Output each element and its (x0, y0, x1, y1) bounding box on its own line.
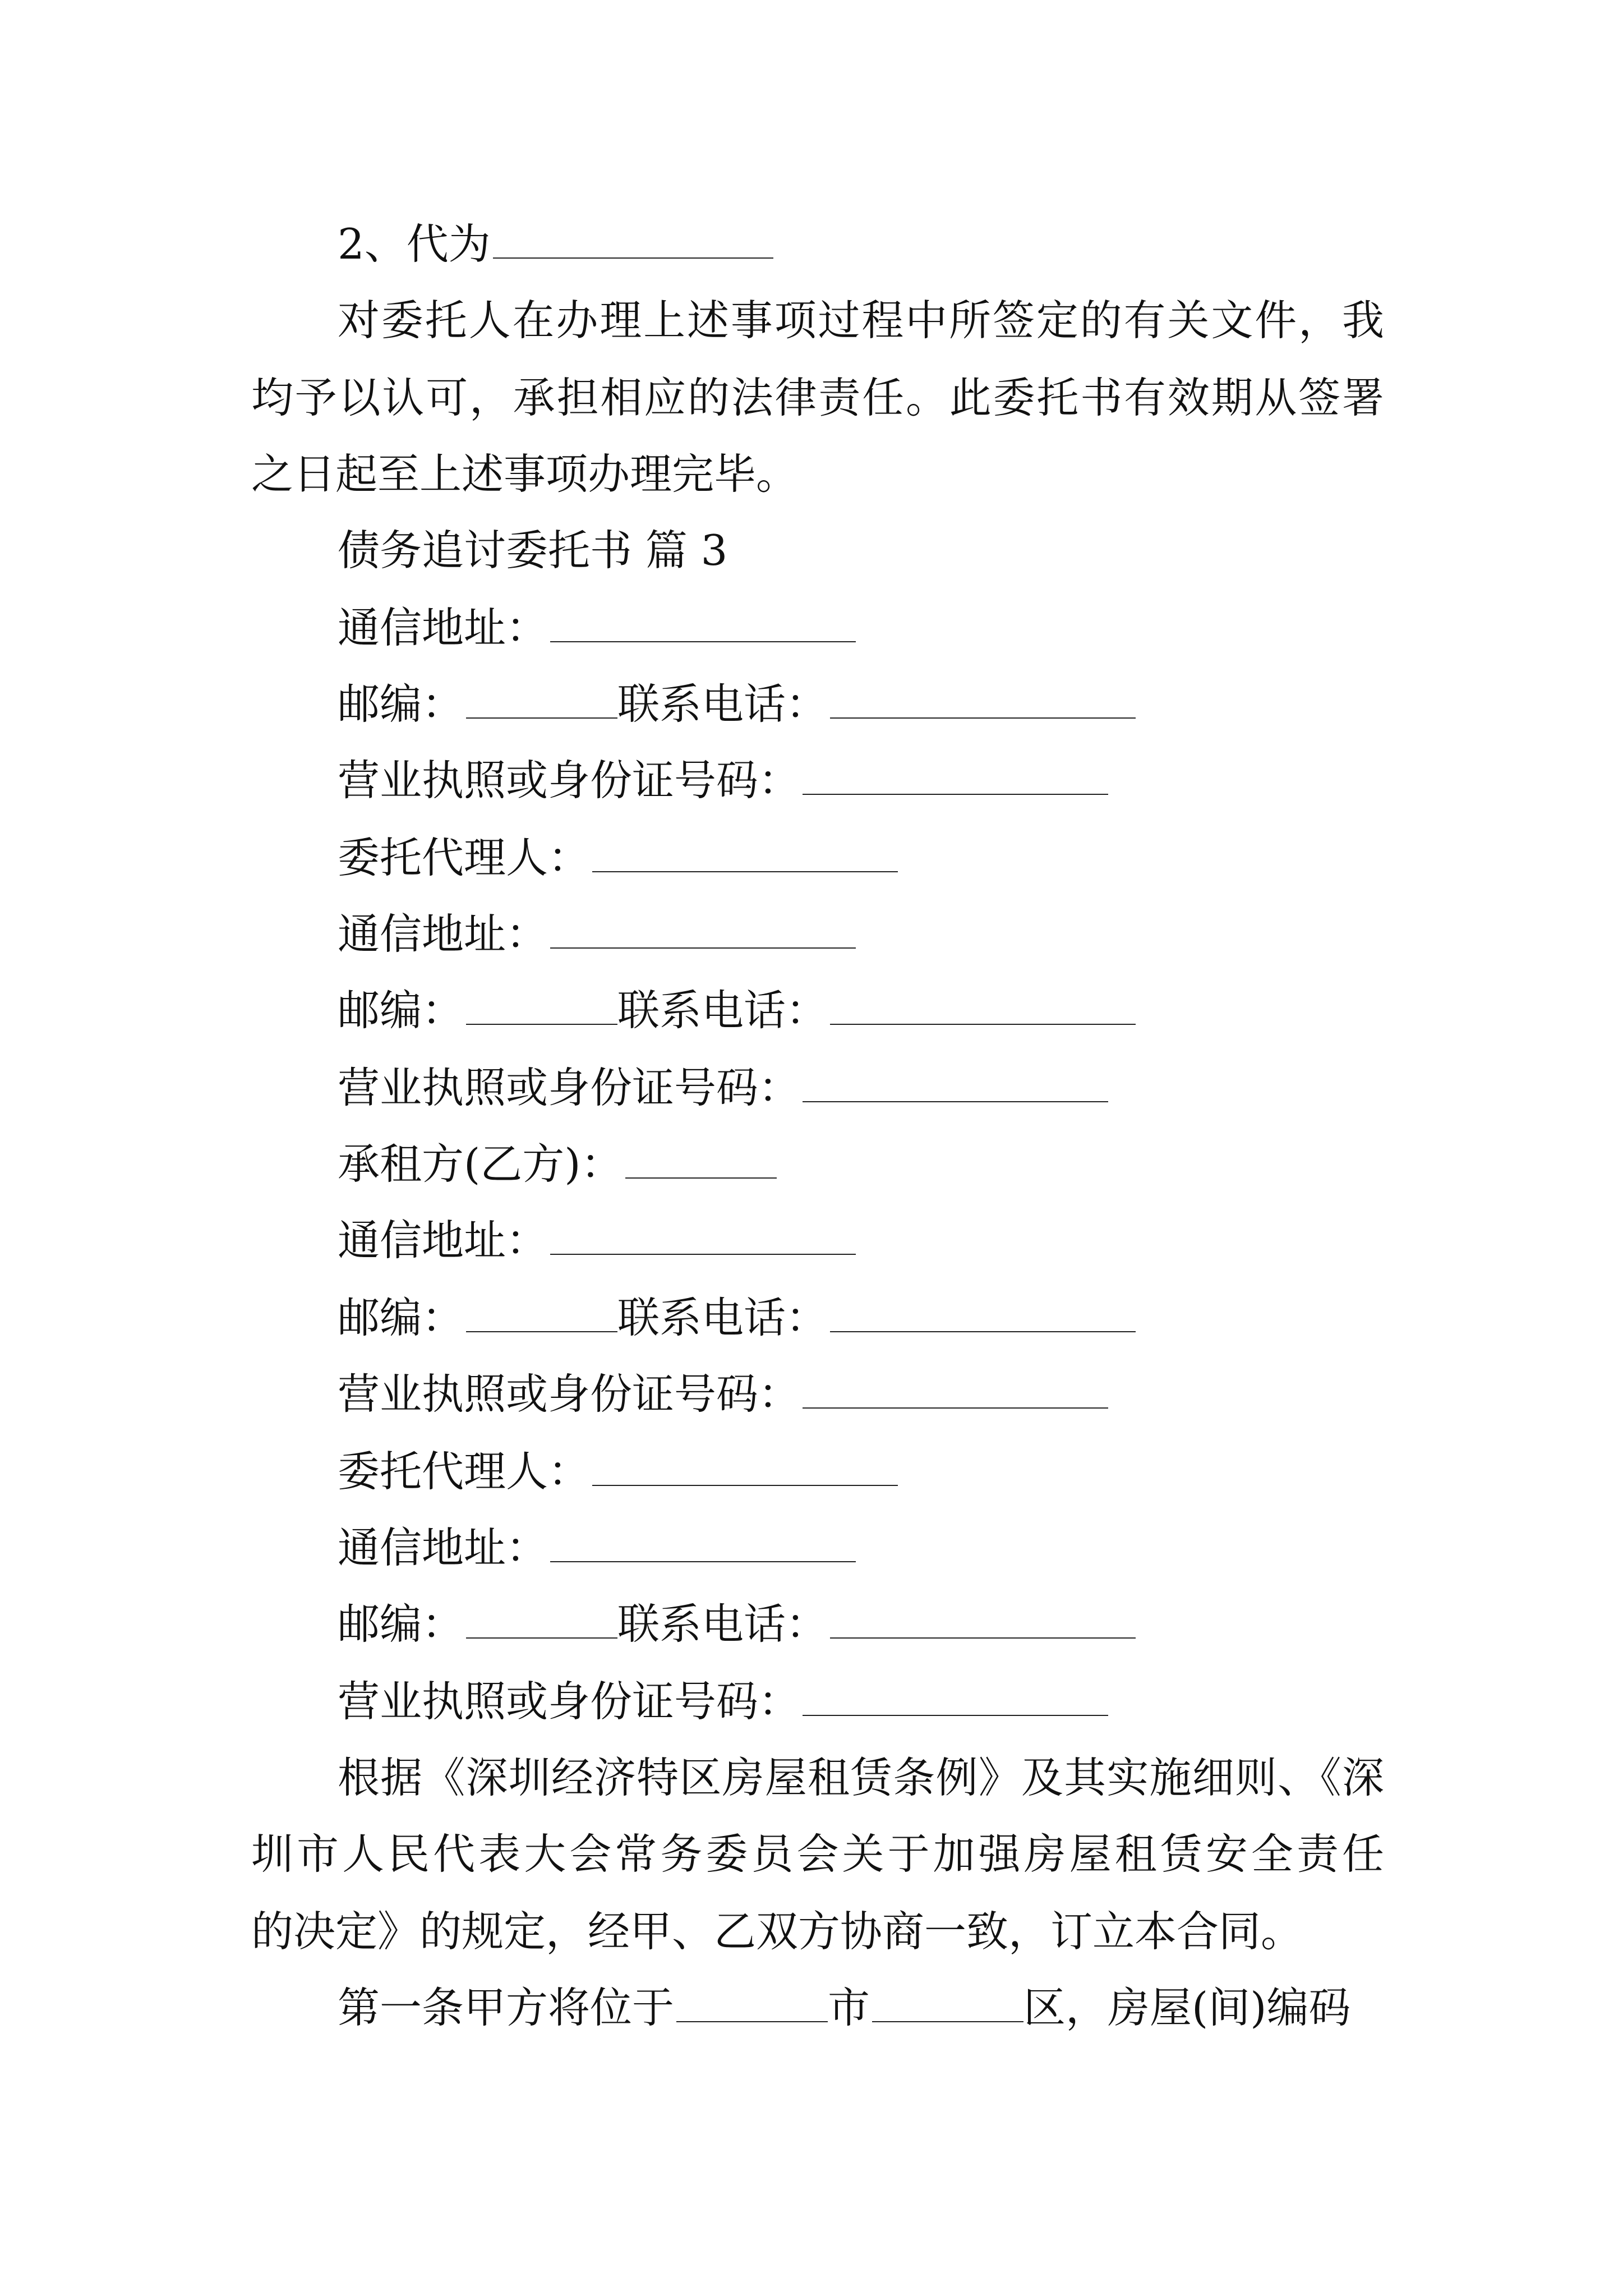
paragraph-line (338, 296, 1384, 345)
fill-blank (466, 1297, 617, 1332)
text: 对委托人在办理上述事项过程中所签定的有关文件，我 (338, 296, 1384, 345)
form-line-address (338, 1523, 856, 1572)
field-label: 邮编： (338, 679, 464, 729)
text: 的决定》的规定，经甲、乙双方协商一致，订立本合同。 (251, 1907, 1303, 1956)
paragraph-line (251, 1907, 1303, 1956)
section-title (338, 526, 728, 575)
form-line-id (338, 1677, 1108, 1726)
text: 根据《深圳经济特区房屋租赁条例》及其实施细则、《深 (338, 1753, 1384, 1802)
form-line-address (338, 1216, 856, 1265)
field-label: 邮编： (338, 986, 464, 1035)
article-1-line (338, 1983, 1351, 2032)
fill-blank (830, 990, 1136, 1025)
field-label: 营业执照或身份证号码： (338, 1063, 801, 1112)
text: 之日起至上述事项办理完毕。 (251, 449, 799, 499)
text: 圳市人民代表大会常务委员会关于加强房屋租赁安全责任 (251, 1829, 1384, 1879)
fill-blank (493, 224, 773, 259)
fill-blank (803, 1374, 1108, 1409)
text: 第一条甲方将位于 (338, 1983, 675, 2032)
text: 均予以认可，承担相应的法律责任。此委托书有效期从签署 (251, 373, 1384, 422)
field-label: 营业执照或身份证号码： (338, 1677, 801, 1726)
paragraph-line (251, 373, 1384, 422)
item-2-line (338, 219, 773, 269)
field-label: 联系电话： (617, 1293, 828, 1342)
fill-blank (803, 760, 1108, 795)
paragraph-line (338, 1753, 1384, 1802)
fill-blank (830, 684, 1136, 719)
fill-blank (830, 1604, 1136, 1639)
text: 区，房屋(间)编码 (1023, 1983, 1351, 2032)
fill-blank (466, 1604, 617, 1639)
form-line-address (338, 909, 856, 959)
form-line-lessee (338, 1139, 777, 1189)
field-label: 邮编： (338, 1293, 464, 1342)
fill-blank (550, 1220, 856, 1255)
form-line-postcode-phone (338, 679, 1136, 729)
form-line-id (338, 1369, 1108, 1419)
fill-blank (676, 1987, 828, 2022)
form-line-postcode-phone (338, 986, 1136, 1035)
field-label: 联系电话： (617, 1599, 828, 1649)
field-label: 委托代理人： (338, 1447, 591, 1496)
fill-blank (803, 1681, 1108, 1716)
form-line-agent (338, 833, 898, 882)
fill-blank (466, 684, 617, 719)
field-label: 通信地址： (338, 909, 548, 959)
fill-blank (625, 1144, 777, 1179)
field-label: 通信地址： (338, 1216, 548, 1265)
text: 2、代为 (338, 219, 491, 269)
paragraph-line (251, 1829, 1384, 1879)
field-label: 委托代理人： (338, 833, 591, 882)
form-line-id (338, 756, 1108, 805)
field-label: 联系电话： (617, 679, 828, 729)
form-line-id (338, 1063, 1108, 1112)
form-line-agent (338, 1447, 898, 1496)
fill-blank (803, 1068, 1108, 1102)
field-label: 承租方(乙方)： (338, 1139, 623, 1189)
fill-blank (550, 1527, 856, 1562)
fill-blank (550, 608, 856, 642)
fill-blank (550, 914, 856, 949)
text: 债务追讨委托书 篇 3 (338, 526, 728, 575)
fill-blank (830, 1297, 1136, 1332)
fill-blank (592, 838, 898, 872)
paragraph-line (251, 449, 799, 499)
field-label: 联系电话： (617, 986, 828, 1035)
field-label: 通信地址： (338, 603, 548, 652)
form-line-address (338, 603, 856, 652)
fill-blank (592, 1451, 898, 1486)
fill-blank (466, 990, 617, 1025)
form-line-postcode-phone (338, 1599, 1136, 1649)
field-label: 邮编： (338, 1599, 464, 1649)
fill-blank (872, 1987, 1023, 2022)
form-line-postcode-phone (338, 1293, 1136, 1342)
text: 市 (828, 1983, 870, 2032)
field-label: 通信地址： (338, 1523, 548, 1572)
field-label: 营业执照或身份证号码： (338, 1369, 801, 1419)
field-label: 营业执照或身份证号码： (338, 756, 801, 805)
